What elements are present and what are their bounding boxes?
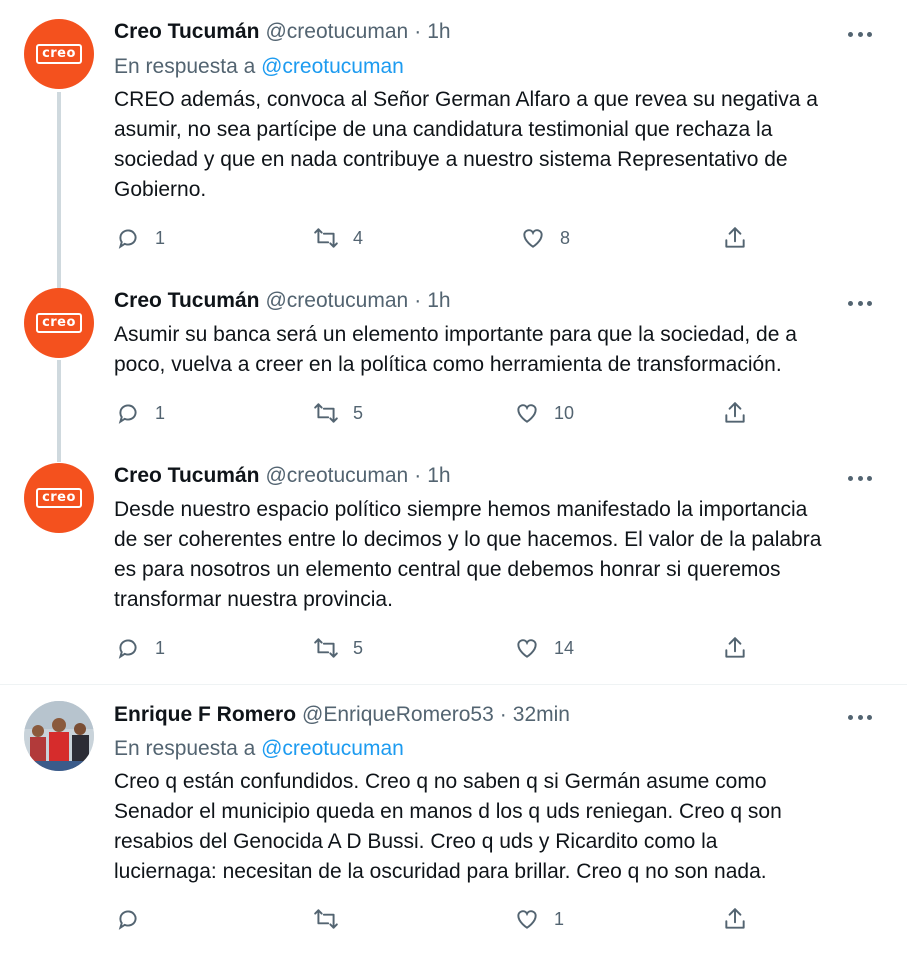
tweet-text-line: transformar nuestra provincia.: [114, 588, 393, 611]
retweet-icon: [313, 635, 339, 661]
timestamp[interactable]: 1h: [427, 20, 451, 43]
tweet-text: [114, 495, 874, 615]
tweet-text: [114, 320, 874, 380]
creo-logo: creo: [36, 313, 82, 333]
reply-button[interactable]: [115, 400, 165, 426]
tweet-header: [114, 289, 451, 315]
tweet-text-line: Senador el municipio queda en manos d los q uds reniegan. Creo q son: [114, 800, 782, 823]
tweet-text-line: Creo q están confundidos. Creo q no saben q si Germán asume como: [114, 770, 767, 793]
author-handle[interactable]: @creotucuman: [265, 289, 409, 312]
tweet-text-line: CREO además, convoca al Señor German Alfaro a que revea su negativa a: [114, 88, 818, 111]
tweet[interactable]: [0, 455, 907, 683]
reply-count: 1: [155, 637, 166, 658]
reply-icon: [115, 225, 141, 251]
timestamp[interactable]: 1h: [427, 289, 451, 312]
reply-to-link[interactable]: @creotucuman: [261, 737, 404, 760]
separator-dot: ·: [414, 20, 422, 43]
like-button[interactable]: [514, 906, 564, 932]
share-icon: [722, 225, 748, 251]
more-icon[interactable]: [848, 291, 872, 315]
timestamp[interactable]: 1h: [427, 464, 451, 487]
tweet[interactable]: [0, 280, 907, 455]
retweet-count: 5: [353, 402, 364, 423]
avatar[interactable]: [24, 19, 94, 89]
timestamp[interactable]: 32min: [512, 703, 570, 726]
like-count: 14: [554, 637, 575, 658]
tweet-text: [114, 85, 874, 205]
retweet-button[interactable]: [313, 635, 363, 661]
author-name[interactable]: Creo Tucumán: [114, 464, 260, 487]
tweet-text-line: es para nosotros un elemento central que debemos honrar si queremos: [114, 558, 781, 581]
avatar-photo: [24, 701, 94, 771]
reply-context: [114, 55, 404, 79]
author-name[interactable]: Enrique F Romero: [114, 703, 297, 726]
retweet-count: 5: [353, 637, 364, 658]
separator-dot: ·: [499, 703, 507, 726]
tweet-text-line: Desde nuestro espacio político siempre hemos manifestado la importancia: [114, 498, 808, 521]
creo-logo: creo: [36, 44, 82, 64]
tweet[interactable]: [0, 685, 907, 966]
avatar[interactable]: [24, 701, 94, 771]
reply-to-link[interactable]: @creotucuman: [261, 55, 404, 78]
author-handle[interactable]: @creotucuman: [265, 20, 409, 43]
like-icon: [514, 906, 540, 932]
reply-icon: [115, 635, 141, 661]
tweet-text-line: sociedad y que en nada contribuye a nuestro sistema Representativo de: [114, 148, 788, 171]
tweet-text-line: resabios del Genocida A D Bussi. Creo q uds y Ricardito como la: [114, 830, 718, 853]
share-button[interactable]: [722, 225, 748, 251]
author-name[interactable]: Creo Tucumán: [114, 289, 260, 312]
tweet-text-line: luciernaga: necesitan de la oscuridad para brillar. Creo q no son nada.: [114, 860, 767, 883]
avatar[interactable]: [24, 288, 94, 358]
tweet-text: [114, 767, 874, 887]
reply-icon: [115, 400, 141, 426]
reply-button[interactable]: [115, 635, 165, 661]
tweet-header: [114, 464, 451, 490]
reply-prefix: En respuesta a: [114, 737, 256, 760]
author-name[interactable]: Creo Tucumán: [114, 20, 260, 43]
like-count: 1: [554, 908, 565, 929]
tweet-text-line: asumir, no sea partícipe de una candidatura testimonial que rechaza la: [114, 118, 773, 141]
avatar[interactable]: [24, 463, 94, 533]
more-icon[interactable]: [848, 466, 872, 490]
reply-context: [114, 737, 404, 761]
share-icon: [722, 635, 748, 661]
retweet-button[interactable]: [313, 400, 363, 426]
author-handle[interactable]: @EnriqueRomero53: [302, 703, 494, 726]
separator-dot: ·: [414, 289, 422, 312]
more-icon[interactable]: [848, 22, 872, 46]
creo-logo: creo: [36, 488, 82, 508]
separator-dot: ·: [414, 464, 422, 487]
tweet[interactable]: [0, 0, 907, 280]
reply-prefix: En respuesta a: [114, 55, 256, 78]
like-icon: [520, 225, 546, 251]
author-handle[interactable]: @creotucuman: [265, 464, 409, 487]
retweet-icon: [313, 400, 339, 426]
tweet-text-line: Asumir su banca será un elemento importante para que la sociedad, de a: [114, 323, 797, 346]
retweet-icon: [313, 225, 339, 251]
reply-button[interactable]: [115, 906, 155, 932]
share-icon: [722, 400, 748, 426]
share-button[interactable]: [722, 635, 748, 661]
retweet-icon: [313, 906, 339, 932]
like-icon: [514, 400, 540, 426]
reply-icon: [115, 906, 141, 932]
like-count: 10: [554, 402, 575, 423]
reply-count: 1: [155, 227, 166, 248]
more-icon[interactable]: [848, 705, 872, 729]
retweet-button[interactable]: [313, 906, 353, 932]
tweet-text-line: poco, vuelva a creer en la política como herramienta de transformación.: [114, 353, 782, 376]
tweet-text-line: Gobierno.: [114, 178, 207, 201]
tweet-header: [114, 703, 570, 729]
share-icon: [722, 906, 748, 932]
like-button[interactable]: [514, 400, 574, 426]
retweet-button[interactable]: [313, 225, 363, 251]
reply-count: 1: [155, 402, 166, 423]
reply-button[interactable]: [115, 225, 165, 251]
tweet-header: [114, 20, 451, 46]
retweet-count: 4: [353, 227, 364, 248]
share-button[interactable]: [722, 906, 748, 932]
tweet-text-line: de ser coherentes entre lo decimos y lo que hacemos. El valor de la palabra: [114, 528, 822, 551]
like-count: 8: [560, 227, 571, 248]
like-button[interactable]: [520, 225, 570, 251]
like-button[interactable]: [514, 635, 574, 661]
share-button[interactable]: [722, 400, 748, 426]
like-icon: [514, 635, 540, 661]
